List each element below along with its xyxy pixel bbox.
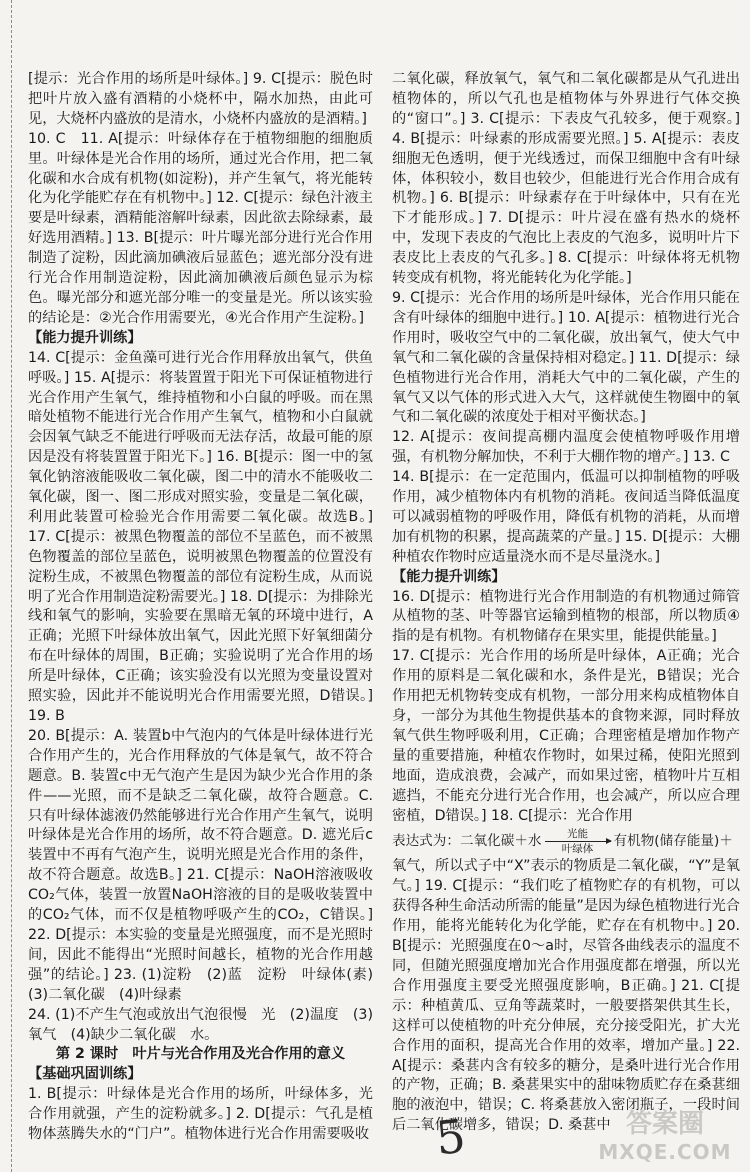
photosynthesis-formula	[392, 828, 740, 855]
arrow-condition-bottom: 叶绿体	[561, 843, 594, 856]
formula-products: 有机物(储存能量)＋	[613, 832, 733, 849]
section-heading-ability: 【能力提升训练】	[28, 329, 142, 346]
answer-paragraph: 氧气，所以式子中“X”表示的物质是二氧化碳，“Y”是氧气。] 19. C[提示：“我们吃了植物贮存的有机物，可以获得各种生命活动所需的能量”是因为绿色植物进行光合作用，能将光能转化为化学能，贮存在有机物中。] 20. B[提示：光照强度在0～a时，尽管各曲线表示的温度不同，但随光照强度增加光合作用强度都在增强，所以光合作用强度主要受光照强度影响，B正确。] 21. C[提示：种植黄瓜、豆角等蔬菜时，一般要搭架供其生长，这样可以使植物的叶充分伸展，充分接受阳光，扩大光合作用的面积，提高光合作用的效率，增加产量。] 22. A[提示：桑葚内含有较多的糖分，是桑叶进行光合作用的产物，正确；B. 桑葚果实中的甜味物质贮存在桑葚细胞的液泡中，错误；C. 将桑葚放入密闭瓶子，一段时间后二氧化碳增多，错误；D. 桑葚中	[392, 858, 740, 1134]
arrow-condition-top: 光能	[567, 828, 589, 841]
left-column	[28, 70, 388, 1145]
answer-paragraph: 二氧化碳，释放氧气，氧气和二氧化碳都是从气孔进出植物体的，所以气孔也是植物体与外界进行气体交换的“窗口”。] 3. C[提示：下表皮气孔较多，便于观察。] 4. B[提示：叶绿素的形成需要光照。] 5. A[提示：表皮细胞无色透明，便于光线透过，而保卫细胞中含有叶绿体，体积较小，数目也较少，但能进行光合作用合成有机物。] 6. B[提示：叶绿素存在于叶绿体中，只有在光下才能形成。] 7. D[提示：叶片浸在盛有热水的烧杯中，发现下表皮的气泡比上表皮的气泡多，说明叶片下表皮比上表皮的气孔多。] 8. C[提示：叶绿体将无机物转变成有机物，将光能转化为化学能。]	[392, 71, 740, 287]
watermark-logo: 答案圈 MXQE.COM	[598, 1109, 732, 1164]
answer-paragraph: 10. C 11. A[提示：叶绿体存在于植物细胞的细胞质里。叶绿体是光合作用的场所，通过光合作用，把二氧化碳和水合成有机物(如淀粉)，并产生氧气，将光能转化为化学能贮存在有机物中。] 12. C[提示：绿色汁液主要是叶绿素，酒精能溶解叶绿素，因此欲去除绿素，最好选用酒精。] 13. B[提示：叶片曝光部分进行光合作用制造了淀粉，因此滴加碘液后显蓝色；遮光部分没有进行光合作用制造淀粉，因此滴加碘液后颜色显示为棕色。曝光部分和遮光部分唯一的变量是光。所以该实验的结论是：②光合作用需要光，④光合作用产生淀粉。]	[28, 130, 373, 326]
section-heading-basic: 【基础巩固训练】	[28, 1066, 142, 1083]
formula-reactants: 表达式为：二氧化碳＋水	[392, 832, 542, 849]
answer-paragraph: 14. B[提示：在一定范围内，低温可以抑制植物的呼吸作用，减少植物体内有机物的消耗。夜间适当降低温度可以减弱植物的呼吸作用，降低有机物的消耗，从而增加有机物的积累，提高蔬菜的产量。] 15. D[提示：大棚种植农作物时应适量浇水而不是尽量浇水。]	[392, 469, 740, 565]
page-number: 5	[433, 1108, 469, 1166]
lesson-title: 第 2 课时 叶片与光合作用及光合作用的意义	[55, 1046, 346, 1063]
binding-margin-line	[11, 0, 12, 1172]
section-heading-ability: 【能力提升训练】	[392, 568, 506, 585]
answer-paragraph: 14. C[提示：金鱼藻可进行光合作用释放出氧气，供鱼呼吸。] 15. A[提示：将装置置于阳光下可保证植物进行光合作用产生氧气，维持植物和小白鼠的呼吸。而在黑暗处植物不能进行光合作用产生氧气，植物和小白鼠就会因氧气缺乏不能进行呼吸而无法存活，故最可能的原因是没有将装置置于阳光下。] 16. B[提示：图一中的氢氧化钠溶液能吸收二氧化碳，图二中的清水不能吸收二氧化碳，图一、图二形成对照实验，变量是二氧化碳，利用此装置可检验光合作用需要二氧化碳。故选B。] 17. C[提示：被黑色物覆盖的部位不呈蓝色，而不被黑色物覆盖的部位呈蓝色，说明被黑色物覆盖的位置没有淀粉生成，不被黑色物覆盖的部位有淀粉生成，从而说明了光合作用制造淀粉需要光。] 18. D[提示：为排除光线和氧气的影响，实验要在黑暗无氧的环境中进行，A正确；光照下叶绿体放出氧气，因此光照下好氧细菌分布在叶绿体的周围，B正确；实验说明了光合作用的场所是叶绿体，C正确；该实验没有以光照为变量设置对照实验，因此并不能说明光合作用需要光照，D错误。] 19. B	[28, 349, 373, 724]
answer-paragraph: 17. C[提示：光合作用的场所是叶绿体，A正确；光合作用的原料是二氧化碳和水，条件是光，B错误；光合作用把无机物转变成有机物，一部分用来构成植物体自身，一部分为其他生物提供基本的食物来源，同时释放氧气供生物呼吸利用，C正确；合理密植是增加作物产量的重要措施，种植农作物时，如果过稀，使阳光照到地面，造成浪费，会减产，而如果过密，植物叶片互相遮挡，不能充分进行光合作用，也会减产，所以应合理密植，D错误。] 18. C[提示：光合作用	[392, 648, 740, 824]
answer-paragraph: 12. A[提示：夜间提高棚内温度会使植物呼吸作用增强，有机物分解加快，不利于大棚作物的增产。] 13. C	[392, 429, 740, 466]
answer-paragraph: 1. B[提示：叶绿体是光合作用的场所，叶绿体多，光合作用就强，产生的淀粉就多。] 2. D[提示：气孔是植物体蒸腾失水的“门户”。植物体进行光合作用需要吸收	[28, 1086, 373, 1143]
answer-paragraph: [提示：光合作用的场所是叶绿体。] 9. C[提示：脱色时把叶片放入盛有酒精的小烧杯中，隔水加热，由此可见，大烧杯内盛放的是清水，小烧杯内盛放的是酒精。]	[28, 71, 373, 127]
answer-paragraph: 20. B[提示：A. 装置b中气泡内的气体是叶绿体进行光合作用产生的，光合作用释放的气体是氧气，故不符合题意。B. 装置c中无气泡产生是因为缺少光合作用的条件——光照，而不是缺乏二氧化碳，故符合题意。C. 只有叶绿体滤液仍然能够进行光合作用产生氧气，说明叶绿体是光合作用的场所，故不符合题意。D. 遮光后c装置中不再有气泡产生，说明光照是光合作用的条件，故不符合题意。故选B。] 21. C[提示：NaOH溶液吸收CO₂气体，装置一放置NaOH溶液的目的是吸收装置中的CO₂气体，而不仅是植物呼吸产生的CO₂，C错误。] 22. D[提示：本实验的变量是光照强度，而不是光照时间，因此不能得出“光照时间越长，植物的光合作用越强”的结论。] 23. (1)淀粉 (2)蓝 淀粉 叶绿体(素) (3)二氧化碳 (4)叶绿素	[28, 727, 388, 1003]
right-column	[392, 70, 740, 1136]
arrow-icon	[545, 841, 611, 842]
answer-paragraph: 24. (1)不产生气泡或放出气泡很慢 光 (2)温度 (3)氧气 (4)缺少二氧化碳 水。	[28, 1006, 373, 1043]
reaction-arrow	[545, 828, 611, 855]
answer-paragraph: 16. D[提示：植物进行光合作用制造的有机物通过筛管从植物的茎、叶等器官运输到植物的根部，所以物质④指的是有机物。有机物储存在果实里，能提供能量。]	[392, 588, 740, 645]
answer-paragraph: 9. C[提示：光合作用的场所是叶绿体，光合作用只能在含有叶绿体的细胞中进行。] 10. A[提示：植物进行光合作用时，吸收空气中的二氧化碳，放出氧气，使大气中氧气和二氧化碳的含量保持相对稳定。] 11. D[提示：绿色植物进行光合作用，消耗大气中的二氧化碳，产生的氧气又以气体的形式进入大气，这样就使生物圈中的氧气和二氧化碳的浓度处于相对平衡状态。]	[392, 289, 740, 426]
